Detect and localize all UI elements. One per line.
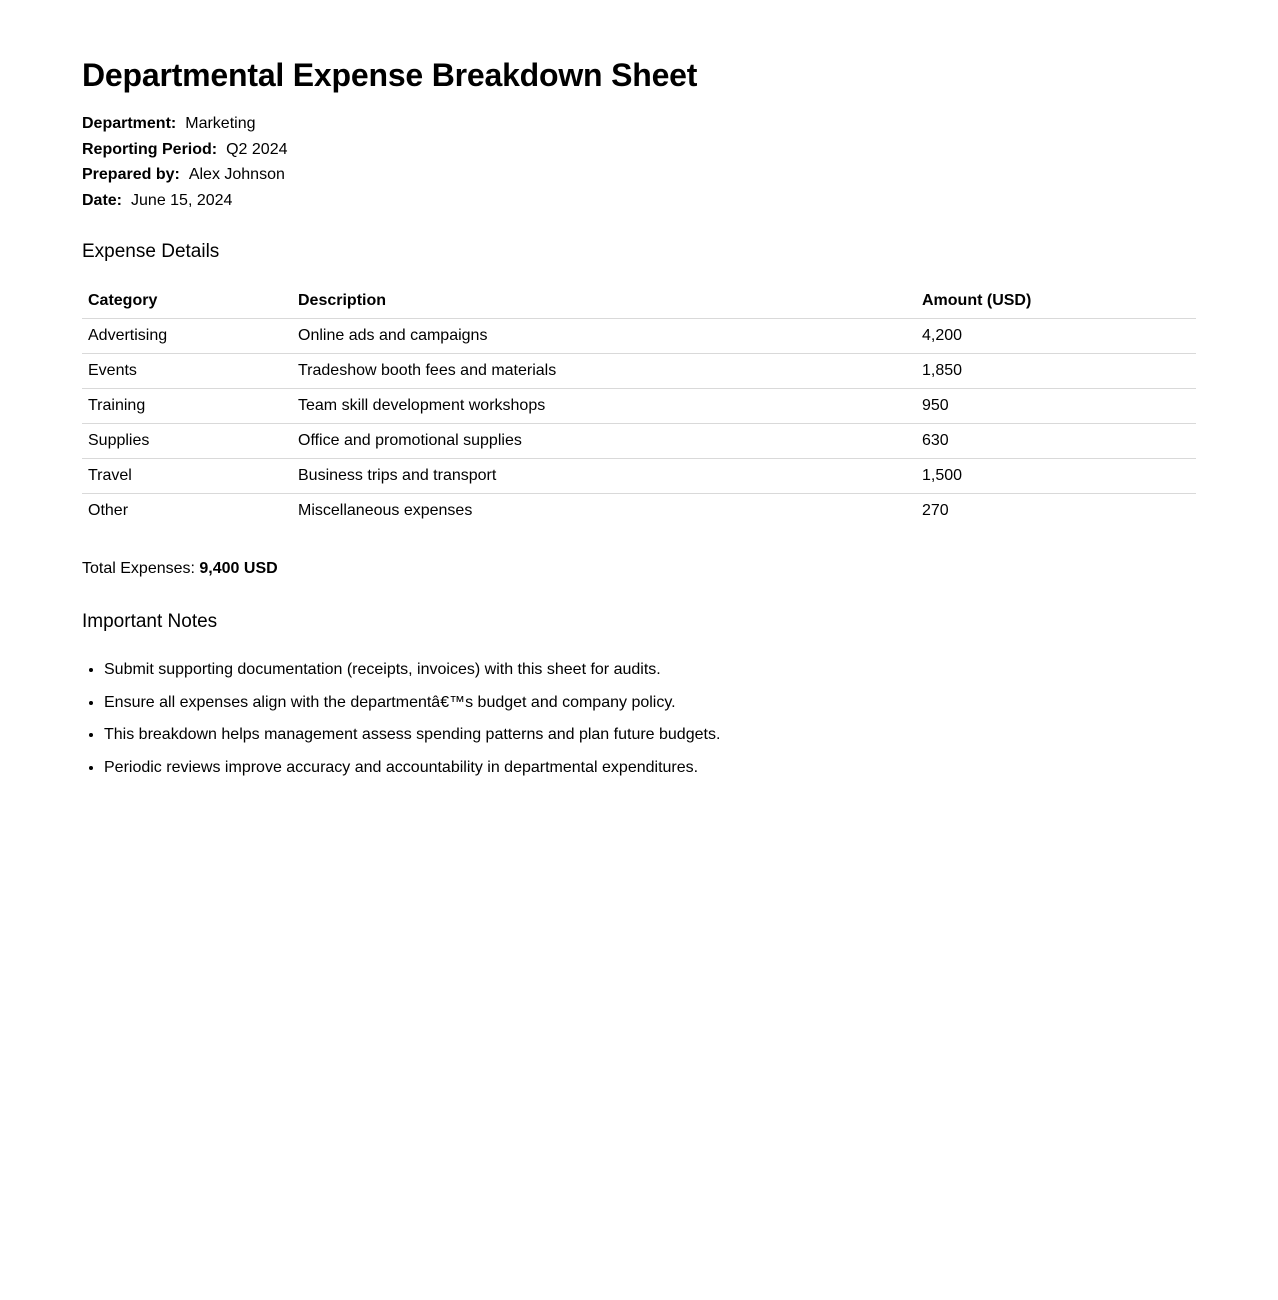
cell-description: Office and promotional supplies [292, 423, 916, 458]
cell-amount: 1,850 [916, 353, 1196, 388]
cell-description: Miscellaneous expenses [298, 502, 473, 520]
cell-category: Other [88, 502, 129, 520]
column-header-category: Category [82, 283, 292, 318]
list-item: • Ensure all expenses align with the departmentâ€™s budget and company policy. [104, 693, 1196, 713]
meta-value: Marketing [185, 115, 256, 132]
list-item: • Periodic reviews improve accuracy and accountability in departmental expenditures. [104, 758, 1196, 778]
cell-description: Tradeshow booth fees and materials [292, 353, 916, 388]
cell-amount: 630 [916, 423, 1196, 458]
meta-label: Prepared by: [82, 166, 180, 184]
meta-reporting-period [82, 137, 1196, 163]
expense-details-heading: Expense Details [82, 241, 220, 263]
list-item: • Submit supporting documentation (receipts, invoices) with this sheet for audits. [104, 660, 1196, 680]
table-header-row [82, 283, 1196, 318]
cell-category: Supplies [82, 423, 292, 458]
document-meta [82, 111, 1196, 213]
cell-category: Travel [82, 458, 292, 493]
total-value: 9,400 USD [199, 560, 278, 578]
column-header-description: Description [292, 283, 916, 318]
table-row [82, 458, 1196, 493]
meta-value: Alex Johnson [188, 166, 285, 184]
important-notes-heading: Important Notes [82, 611, 218, 633]
meta-label: Reporting Period: [82, 140, 218, 158]
meta-value: June 15, 2024 [131, 191, 233, 209]
cell-amount: 1,500 [916, 458, 1196, 493]
cell-category: Events [82, 353, 292, 388]
table-row [82, 423, 1196, 458]
total-label: Total Expenses: [82, 560, 195, 578]
meta-label: Date: [82, 191, 123, 209]
cell-amount: 950 [916, 388, 1196, 423]
meta-value: Q2 2024 [226, 140, 288, 158]
cell-category: Training [82, 388, 292, 423]
list-item: • This breakdown helps management assess spending patterns and plan future budgets. [104, 725, 1196, 745]
total-expenses [82, 559, 1196, 579]
table-row [82, 318, 1196, 353]
cell-description: Team skill development workshops [292, 388, 916, 423]
cell-category: Advertising [82, 318, 292, 353]
meta-department [82, 111, 1196, 137]
meta-prepared-by [82, 162, 1196, 188]
cell-description: Business trips and transport [292, 458, 916, 493]
expense-table [82, 283, 1196, 528]
meta-label: Department: [82, 115, 177, 132]
table-row [82, 388, 1196, 423]
cell-amount: 270 [922, 502, 949, 520]
cell-amount: 4,200 [916, 318, 1196, 353]
page-title: Departmental Expense Breakdown Sheet [82, 57, 698, 93]
table-row [82, 493, 1196, 528]
meta-date [82, 188, 1196, 214]
column-header-amount: Amount (USD) [916, 283, 1196, 318]
table-row [82, 353, 1196, 388]
notes-list [82, 660, 1196, 778]
cell-description: Online ads and campaigns [292, 318, 916, 353]
